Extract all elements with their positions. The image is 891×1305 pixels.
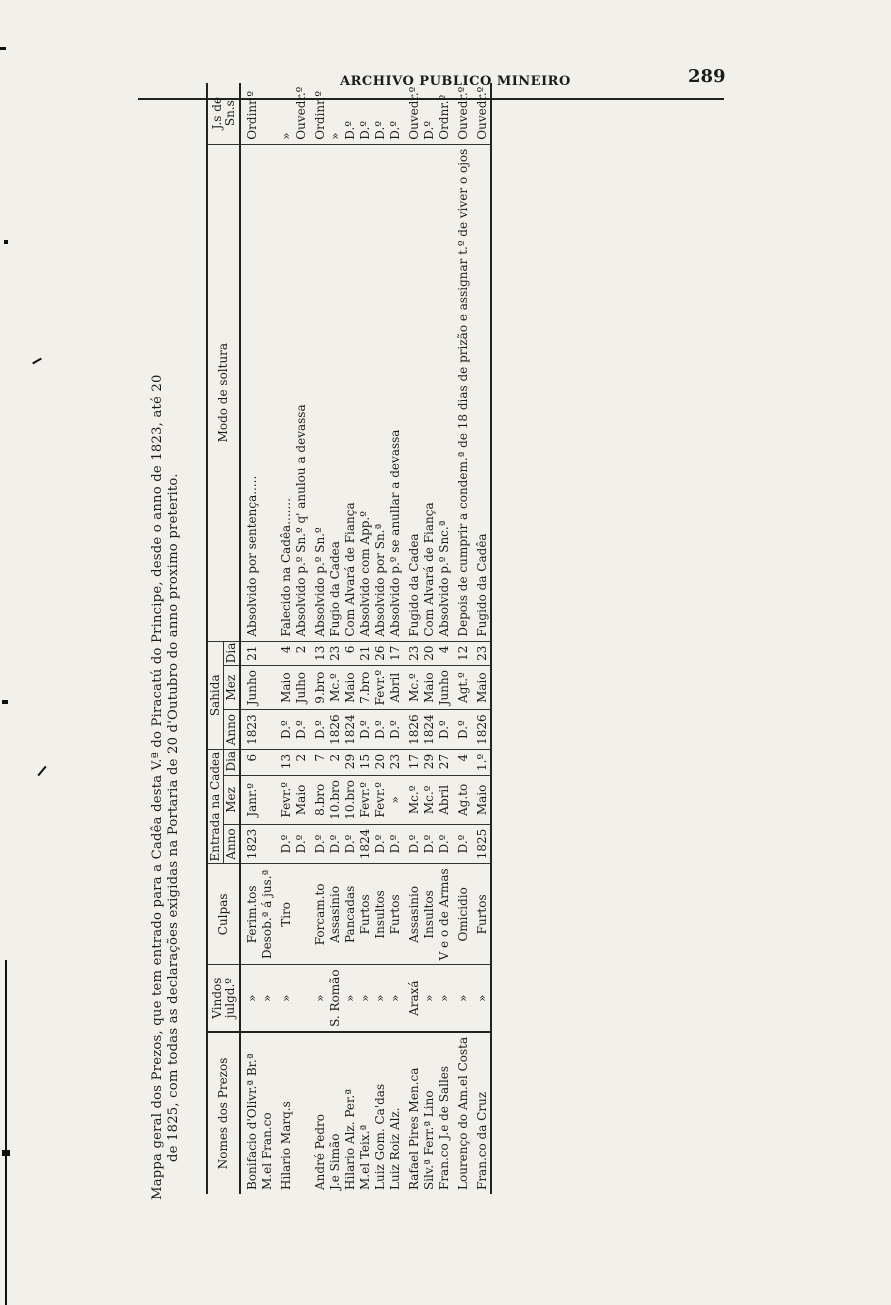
scan-mark [37, 766, 46, 776]
cell-sahida-anno: D.º [294, 710, 309, 750]
cell-entrada-mez: Fevr.º [275, 776, 294, 825]
cell-name: M.el Teix.ª [358, 1032, 373, 1194]
cell-modo: Fugido da Cadea [403, 144, 422, 641]
cell-culpa: Forcam.to [309, 864, 328, 965]
cell-js: D.º [422, 121, 436, 140]
col-sahida-dia: Dia [224, 641, 241, 665]
cell-js: D.º [358, 121, 372, 140]
cell-name: Lourenço do Am.el Costa [452, 1032, 471, 1194]
cell-name: J.e Simão [328, 1032, 343, 1194]
cell-vindos: » [373, 965, 388, 1032]
cell-vindos: » [358, 965, 373, 1032]
cell-entrada-anno [260, 824, 275, 864]
cell-vindos: » [309, 965, 328, 1032]
cell-js: D.º [343, 121, 357, 140]
cell-sahida-anno: D.º [388, 710, 403, 750]
running-header: ARCHIVO PUBLICO MINEIRO [340, 74, 571, 89]
cell-name: Fran.co J.e de Salles [437, 1032, 452, 1194]
cell-entrada-mez: Ag.to [452, 776, 471, 825]
cell-vindos: » [343, 965, 358, 1032]
cell-entrada-dia: 27 [437, 749, 452, 775]
cell-culpa: Insultos [373, 864, 388, 965]
table-row [403, 83, 422, 1194]
cell-sahida-mez: Agt.º [452, 665, 471, 709]
cell-js: Ordinr.º [245, 90, 259, 140]
cell-name: Rafael Pires Men.ca [403, 1032, 422, 1194]
cell-js: Ouvedr.º [294, 86, 308, 140]
cell-entrada-anno: D.º [328, 824, 343, 864]
col-sahida-anno: Anno [224, 710, 241, 750]
cell-sahida-anno: D.º [358, 710, 373, 750]
scan-mark [0, 47, 6, 50]
cell-entrada-anno: 1824 [358, 824, 373, 864]
cell-culpa: Omicidio [452, 864, 471, 965]
cell-sahida-dia: 21 [240, 641, 260, 665]
cell-sahida-dia: 2 [294, 641, 309, 665]
cell-name: Silv.ª Ferr.ª Lino [422, 1032, 437, 1194]
cell-entrada-anno: D.º [275, 824, 294, 864]
cell-entrada-mez: » [388, 776, 403, 825]
cell-vindos: » [275, 965, 294, 1032]
cell-sahida-mez: Abril [388, 665, 403, 709]
cell-vindos: » [260, 965, 275, 1032]
cell-sahida-dia: 23 [328, 641, 343, 665]
cell-sahida-mez: Mc.º [328, 665, 343, 709]
cell-entrada-mez: Janr.º [240, 776, 260, 825]
cell-sahida-mez: Maio [422, 665, 437, 709]
cell-modo: Absolvido por sentença..... [240, 144, 260, 641]
cell-js: Ouvedr.º [456, 86, 470, 140]
cell-sahida-dia: 4 [437, 641, 452, 665]
col-entrada-mez: Mez [224, 776, 241, 825]
cell-js: Ordnr.º [437, 94, 451, 140]
cell-entrada-dia: 4 [452, 749, 471, 775]
cell-modo: Absolvido p.º Sn.º [309, 144, 328, 641]
cell-entrada-dia: 1.º [471, 749, 491, 775]
cell-modo: Absolvido p.º se anullar a devassa [388, 144, 403, 641]
cell-modo: Com Alvará de Fiança [422, 144, 437, 641]
cell-name: Luiz Gom. Ca'das [373, 1032, 388, 1194]
cell-entrada-dia: 20 [373, 749, 388, 775]
cell-entrada-mez: Mc.º [403, 776, 422, 825]
cell-vindos: » [388, 965, 403, 1032]
cell-vindos: Araxá [403, 965, 422, 1032]
cell-sahida-anno: 1826 [403, 710, 422, 750]
cell-vindos: » [437, 965, 452, 1032]
cell-culpa: Insultos [422, 864, 437, 965]
cell-entrada-anno: D.º [388, 824, 403, 864]
rotated-table-block [150, 86, 740, 1200]
col-sahida: Sahida [207, 641, 224, 749]
cell-sahida-dia: 12 [452, 641, 471, 665]
cell-js: D.º [388, 121, 402, 140]
scan-mark [4, 240, 8, 244]
scan-mark [2, 700, 8, 704]
cell-sahida-anno: 1823 [240, 710, 260, 750]
table-row [452, 83, 471, 1194]
cell-entrada-mez [260, 776, 275, 825]
cell-sahida-mez: Maio [343, 665, 358, 709]
cell-modo: Absolvido p.º Sn.º q' anulou a devassa [294, 144, 309, 641]
table-caption [150, 120, 182, 1200]
cell-modo: Depois de cumprir a condem.ª de 18 dias de prizão e assignar t.º de viver o ojos [452, 144, 471, 641]
cell-entrada-anno: D.º [422, 824, 437, 864]
col-entrada-dia: Dia [224, 749, 241, 775]
table-row [373, 83, 388, 1194]
cell-name: M.el Fran.co [260, 1032, 275, 1194]
cell-entrada-dia [260, 749, 275, 775]
cell-sahida-anno: D.º [437, 710, 452, 750]
cell-modo: Fugido da Cadêa [471, 144, 491, 641]
scan-mark [2, 1150, 10, 1156]
cell-entrada-anno: D.º [294, 824, 309, 864]
cell-sahida-dia: 23 [471, 641, 491, 665]
cell-culpa: Assasinio [403, 864, 422, 965]
col-sahida-mez: Mez [224, 665, 241, 709]
cell-sahida-mez: Mc.º [403, 665, 422, 709]
col-nomes: Nomes dos Prezos [207, 1032, 240, 1194]
cell-sahida-anno: D.º [309, 710, 328, 750]
cell-entrada-mez: 10.bro [343, 776, 358, 825]
table-row [437, 83, 452, 1194]
table-row [471, 83, 491, 1194]
cell-js [260, 83, 275, 145]
cell-culpa: Ferim.tos [240, 864, 260, 965]
cell-sahida-mez [260, 665, 275, 709]
cell-name [294, 1032, 309, 1194]
cell-culpa: Furtos [358, 864, 373, 965]
table-row [422, 83, 437, 1194]
cell-name: Bonifacio d'Olivr.ª Br.ª [240, 1032, 260, 1194]
cell-culpa: V e o de Armas [437, 864, 452, 965]
cell-entrada-mez: Maio [294, 776, 309, 825]
table-row [275, 83, 294, 1194]
cell-sahida-dia [260, 641, 275, 665]
cell-js: » [279, 132, 293, 140]
cell-entrada-anno: D.º [437, 824, 452, 864]
cell-name: André Pedro [309, 1032, 328, 1194]
cell-sahida-mez: 7.bro [358, 665, 373, 709]
cell-entrada-anno: 1825 [471, 824, 491, 864]
cell-sahida-mez: Fevr.º [373, 665, 388, 709]
table-row [260, 83, 275, 1194]
cell-entrada-dia: 29 [343, 749, 358, 775]
page-number: 289 [688, 66, 726, 87]
col-js: J.s de Sn.s [207, 83, 240, 145]
cell-entrada-dia: 17 [403, 749, 422, 775]
cell-culpa [294, 864, 309, 965]
cell-entrada-dia: 7 [309, 749, 328, 775]
cell-name: Fran.co da Cruz [471, 1032, 491, 1194]
cell-entrada-anno: D.º [452, 824, 471, 864]
col-entrada-anno: Anno [224, 824, 241, 864]
cell-vindos: S. Romão [328, 965, 343, 1032]
cell-vindos: » [240, 965, 260, 1032]
cell-sahida-mez: 9.bro [309, 665, 328, 709]
cell-modo: Com Alvará de Fiança [343, 144, 358, 641]
cell-modo: Fugio da Cadea [328, 144, 343, 641]
cell-culpa: Desob.ª á jus.ª [260, 864, 275, 965]
caption-line-1: Mappa geral dos Prezos, que tem entrado para a Cadêa desta V.ª do Piracatú do Principe, desde o anno de 1823, até 20 [150, 374, 165, 1200]
cell-sahida-anno: D.º [275, 710, 294, 750]
cell-entrada-anno: D.º [309, 824, 328, 864]
cell-js: D.º [373, 121, 387, 140]
cell-sahida-mez: Julho [294, 665, 309, 709]
col-vindos: Vindos julgd.º [207, 965, 240, 1032]
cell-sahida-dia: 17 [388, 641, 403, 665]
cell-js: » [328, 132, 342, 140]
cell-sahida-dia: 20 [422, 641, 437, 665]
cell-entrada-dia: 23 [388, 749, 403, 775]
cell-entrada-mez: Abril [437, 776, 452, 825]
cell-sahida-mez: Junho [240, 665, 260, 709]
cell-entrada-mez: Fevr.º [373, 776, 388, 825]
cell-sahida-dia: 6 [343, 641, 358, 665]
cell-entrada-dia: 29 [422, 749, 437, 775]
cell-entrada-anno: D.º [343, 824, 358, 864]
col-culpas: Culpas [207, 864, 240, 965]
cell-sahida-anno: 1826 [471, 710, 491, 750]
cell-entrada-dia: 13 [275, 749, 294, 775]
cell-sahida-mez: Maio [471, 665, 491, 709]
cell-sahida-anno: 1826 [328, 710, 343, 750]
binding-edge [5, 960, 7, 1305]
cell-sahida-dia: 13 [309, 641, 328, 665]
cell-modo: Absolvido com App.º [358, 144, 373, 641]
col-modo: Modo de soltura [207, 144, 240, 641]
cell-name: Hilario Marq.s [275, 1032, 294, 1194]
table-row [294, 83, 309, 1194]
cell-sahida-dia: 4 [275, 641, 294, 665]
cell-modo [260, 144, 275, 641]
table-body [240, 83, 491, 1194]
cell-entrada-anno: D.º [403, 824, 422, 864]
cell-js: Ouvedr.º [407, 86, 421, 140]
cell-sahida-dia: 21 [358, 641, 373, 665]
table-row [388, 83, 403, 1194]
prisoner-table [206, 83, 492, 1194]
cell-culpa: Furtos [471, 864, 491, 965]
cell-sahida-anno: D.º [373, 710, 388, 750]
cell-entrada-dia: 6 [240, 749, 260, 775]
cell-modo: Falecido na Cadêa....... [275, 144, 294, 641]
cell-culpa: Pancadas [343, 864, 358, 965]
cell-modo: Absolvido p.º Snc.ª [437, 144, 452, 641]
cell-sahida-mez: Maio [275, 665, 294, 709]
caption-line-2: de 1825, com todas as declarações exigidas na Portaria de 20 d'Outubro do anno proximo preterito. [166, 473, 181, 1162]
cell-name: Luiz Roiz Alz. [388, 1032, 403, 1194]
cell-sahida-dia: 23 [403, 641, 422, 665]
cell-sahida-dia: 26 [373, 641, 388, 665]
table-row [240, 83, 260, 1194]
cell-entrada-dia: 2 [294, 749, 309, 775]
table-row [343, 83, 358, 1194]
cell-entrada-dia: 15 [358, 749, 373, 775]
cell-entrada-mez: Maio [471, 776, 491, 825]
cell-entrada-dia: 2 [328, 749, 343, 775]
table-row [358, 83, 373, 1194]
cell-sahida-anno [260, 710, 275, 750]
scan-mark [32, 358, 42, 365]
table-row [309, 83, 328, 1194]
cell-vindos: » [452, 965, 471, 1032]
cell-sahida-anno: 1824 [343, 710, 358, 750]
col-entrada: Entrada na Cadea [207, 749, 224, 863]
cell-culpa: Tiro [275, 864, 294, 965]
cell-entrada-mez: Fevr.º [358, 776, 373, 825]
cell-sahida-mez: Junho [437, 665, 452, 709]
table-row [328, 83, 343, 1194]
cell-sahida-anno: D.º [452, 710, 471, 750]
cell-vindos: » [471, 965, 491, 1032]
cell-modo: Absolvido por Sn.ª [373, 144, 388, 641]
cell-js: Ouvedr.º [471, 83, 491, 145]
cell-vindos: » [422, 965, 437, 1032]
cell-culpa: Assasinio [328, 864, 343, 965]
cell-culpa: Furtos [388, 864, 403, 965]
cell-sahida-anno: 1824 [422, 710, 437, 750]
cell-entrada-mez: Mc.º [422, 776, 437, 825]
cell-entrada-mez: 8.bro [309, 776, 328, 825]
cell-js: Ordinr.º [313, 90, 327, 140]
cell-entrada-mez: 10.bro [328, 776, 343, 825]
cell-entrada-anno: 1823 [240, 824, 260, 864]
cell-name: Hilario Alz. Per.ª [343, 1032, 358, 1194]
cell-entrada-anno: D.º [373, 824, 388, 864]
cell-vindos [294, 965, 309, 1032]
